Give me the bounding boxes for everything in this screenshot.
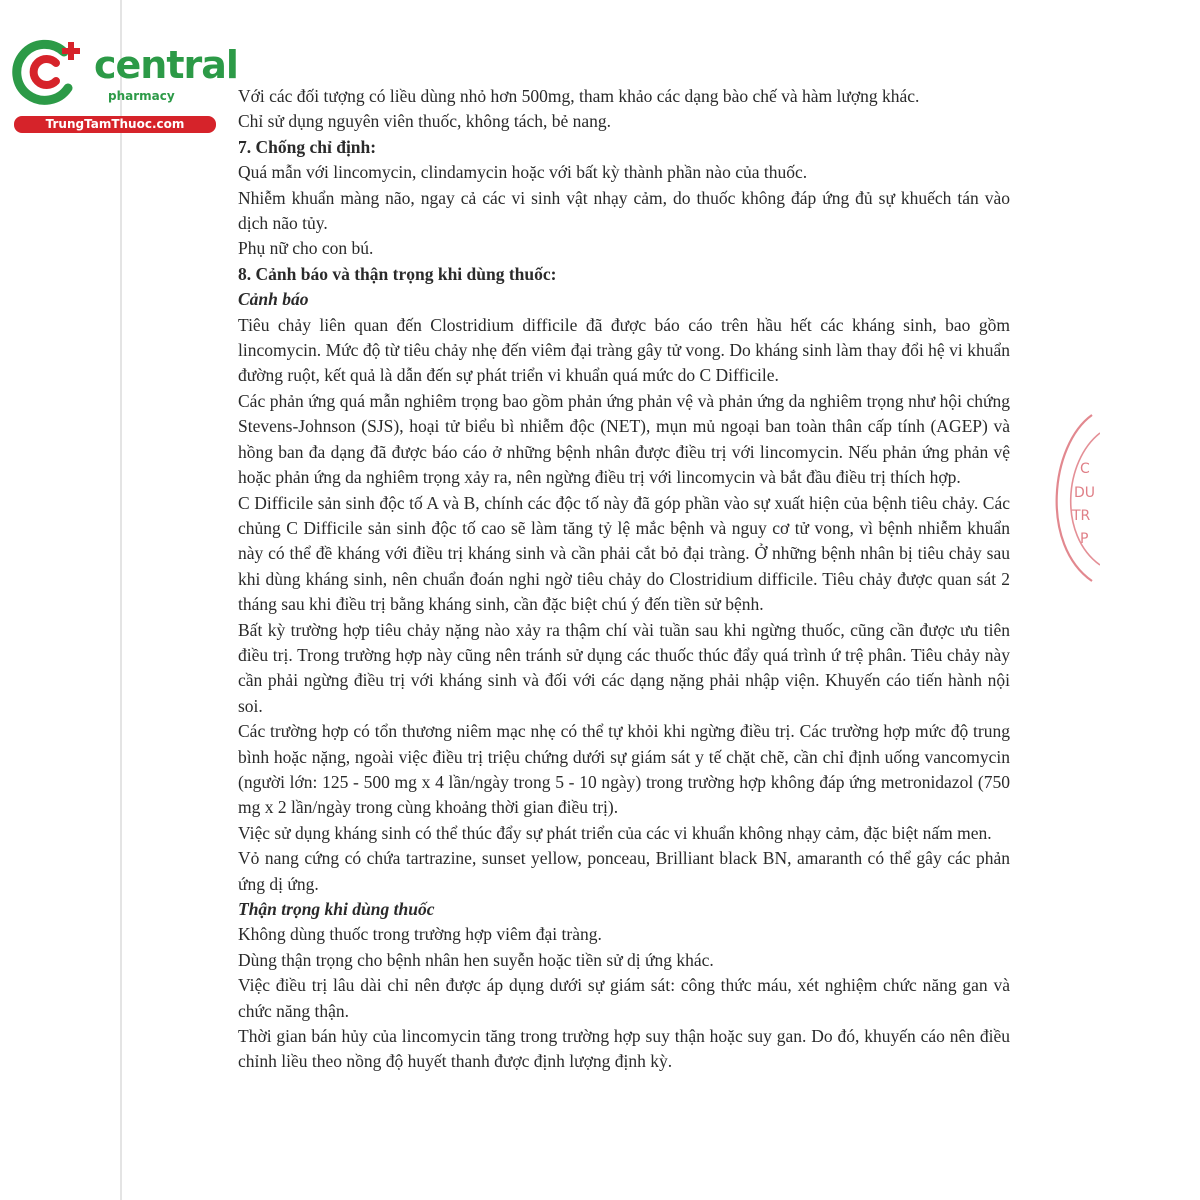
- paragraph: Vỏ nang cứng có chứa tartrazine, sunset yellow, ponceau, Brilliant black BN, amaranth có thể gây các phản ứng dị ứng.: [238, 848, 1010, 894]
- section-heading: 8. Cảnh báo và thận trọng khi dùng thuốc:: [238, 263, 557, 284]
- subsection-heading: Thận trọng khi dùng thuốc: [238, 899, 435, 919]
- svg-text:P: P: [1080, 531, 1089, 547]
- document-body: [238, 84, 1010, 1075]
- page-edge-line: [120, 0, 122, 1200]
- paragraph: Quá mẫn với lincomycin, clindamycin hoặc với bất kỳ thành phần nào của thuốc.: [238, 162, 808, 183]
- logo-subtitle: pharmacy: [108, 89, 175, 103]
- paragraph: Việc điều trị lâu dài chỉ nên được áp dụng dưới sự giám sát: công thức máu, xét nghiệm chức năng gan và chức năng thận.: [238, 975, 1010, 1021]
- red-stamp-fragment: [1040, 405, 1100, 590]
- paragraph: Thời gian bán hủy của lincomycin tăng trong trường hợp suy thận hoặc suy gan. Do đó, khuyến cáo nên điều chỉnh liều theo nồng độ huyết thanh được định lượng định kỳ.: [238, 1026, 1010, 1072]
- paragraph: Nhiễm khuẩn màng não, ngay cả các vi sinh vật nhạy cảm, do thuốc không đáp ứng đủ sự khuếch tán vào dịch não tủy.: [238, 187, 1010, 234]
- paragraph: Phụ nữ cho con bú.: [238, 238, 374, 259]
- svg-text:C: C: [1080, 461, 1090, 477]
- paragraph: C Difficile sản sinh độc tố A và B, chính các độc tố này đã góp phần vào sự xuất hiện của bệnh tiêu chảy. Các chủng C Difficile sản sinh độc tố cao sẽ làm tăng tỷ lệ mắc bệnh và nguy cơ tử vong, vì bệnh nhiễm khuẩn này có thể đề kháng với điều trị kháng sinh và cần phải cắt bỏ đại tràng. Ở những bệnh nhân bị tiêu chảy sau khi dùng kháng sinh, nên chuẩn đoán nghi ngờ tiêu chảy do Clostridium difficile. Tiêu chảy được quan sát 2 tháng sau khi điều trị bằng kháng sinh, cần đặc biệt chú ý đến tiền sử bệnh.: [238, 492, 1010, 615]
- central-pharmacy-logo[interactable]: [8, 36, 238, 136]
- paragraph: Dùng thận trọng cho bệnh nhân hen suyễn hoặc tiền sử dị ứng khác.: [238, 949, 714, 970]
- paragraph: Các trường hợp có tổn thương niêm mạc nhẹ có thể tự khỏi khi ngừng điều trị. Các trường hợp mức độ trung bình hoặc nặng, ngoài việc điều trị triệu chứng dưới sự giám sát y tế chặt chẽ, cần chỉ định uống vancomycin (người lớn: 125 - 500 mg x 4 lần/ngày trong 5 - 10 ngày) trong trường hợp không đáp ứng metronidazol (750 mg x 2 lần/ngày trong cùng khoảng thời gian điều trị).: [238, 721, 1010, 818]
- paragraph: Không dùng thuốc trong trường hợp viêm đại tràng.: [238, 924, 602, 945]
- paragraph: Việc sử dụng kháng sinh có thể thúc đẩy sự phát triển của các vi khuẩn không nhạy cảm, đặc biệt nấm men.: [238, 822, 992, 843]
- subsection-heading: Cảnh báo: [238, 289, 309, 310]
- logo-wordmark: central: [94, 43, 238, 87]
- paragraph: Bất kỳ trường hợp tiêu chảy nặng nào xảy ra thậm chí vài tuần sau khi ngừng thuốc, cũng cần được ưu tiên điều trị. Trong trường hợp này cũng nên tránh sử dụng các thuốc thúc đẩy quá trình ứ trệ phân. Tiêu chảy này cần phải ngừng điều trị với kháng sinh và đối với các dạng nặng phải nhập viện. Khuyến cáo tiến hành nội soi.: [238, 619, 1010, 716]
- paragraph: Các phản ứng quá mẫn nghiêm trọng bao gồm phản ứng phản vệ và phản ứng da nghiêm trọng như hội chứng Stevens-Johnson (SJS), hoại tử biểu bì nhiễm độc (NET), mụn mủ ngoại ban toàn thân cấp tính (AGEP) và hồng ban đa dạng đã được báo cáo ở những bệnh nhân được điều trị với lincomycin. Nếu phản ứng phản vệ hoặc phản ứng da nghiêm trọng xảy ra, nên ngừng điều trị với lincomycin và bắt đầu điều trị thích hợp.: [238, 390, 1010, 488]
- logo-website-banner: TrungTamThuoc.com: [14, 116, 216, 133]
- svg-text:TR: TR: [1072, 508, 1091, 524]
- paragraph: Với các đối tượng có liều dùng nhỏ hơn 500mg, tham khảo các dạng bào chế và hàm lượng khác.: [238, 86, 920, 106]
- paragraph: Chỉ sử dụng nguyên viên thuốc, không tách, bẻ nang.: [238, 111, 612, 132]
- section-heading: 7. Chống chỉ định:: [238, 136, 377, 157]
- paragraph: Tiêu chảy liên quan đến Clostridium difficile đã được báo cáo trên hầu hết các kháng sinh, bao gồm lincomycin. Mức độ từ tiêu chảy nhẹ đến viêm đại tràng gây tử vong. Do kháng sinh làm thay đổi hệ vi khuẩn đường ruột, kết quả là dẫn đến sự phát triển vi khuẩn quá mức do C Difficile.: [238, 314, 1010, 386]
- svg-text:DU: DU: [1074, 485, 1096, 501]
- logo-mark-icon: [8, 36, 88, 106]
